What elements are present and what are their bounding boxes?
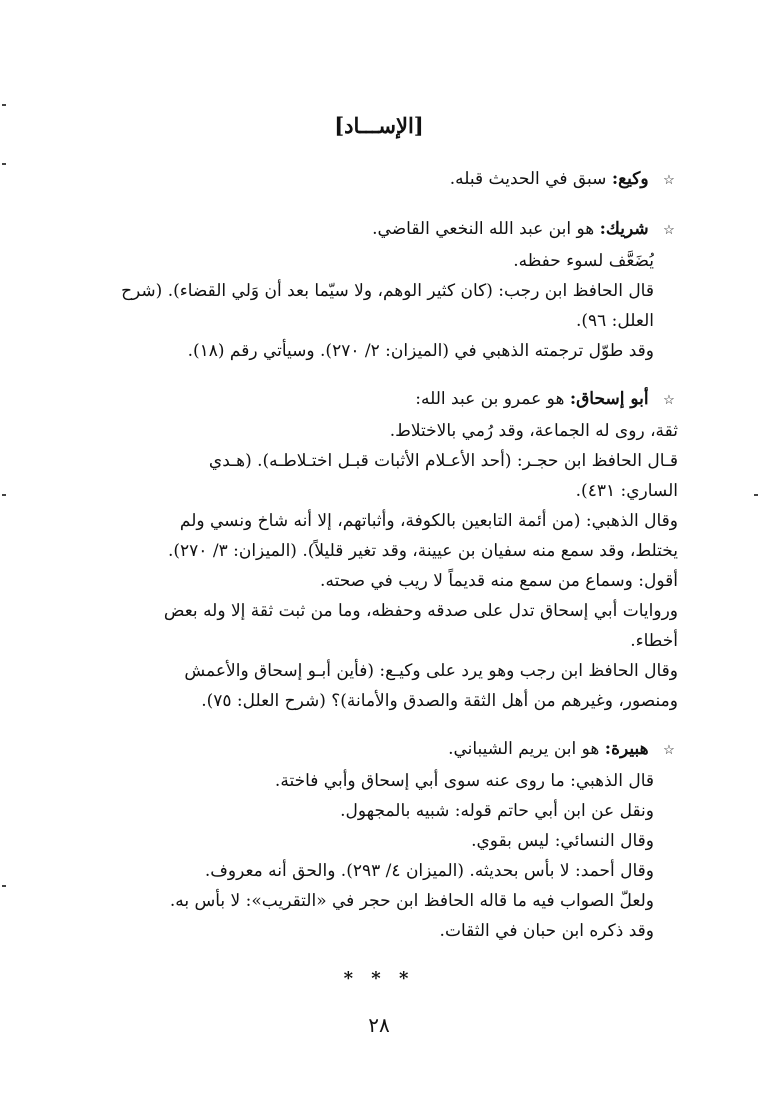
- narrator-name: هبيرة:: [604, 739, 649, 759]
- entry-head: [80, 164, 678, 196]
- body-line: وقال النسائي: ليس بقوي.: [471, 831, 654, 851]
- margin-mark-1: [2, 104, 6, 106]
- star-icon: ☆: [663, 223, 675, 238]
- narrator-name: شريك:: [599, 219, 649, 239]
- section-title: [الإســـاد]: [334, 113, 424, 138]
- narrator-name: أبو إسحاق:: [569, 389, 649, 409]
- narrator-name: وكيع:: [611, 169, 649, 189]
- star-icon: ☆: [663, 393, 675, 408]
- entry-head: [80, 384, 678, 416]
- body-line: يُضَعَّف لسوء حفظه.: [513, 251, 654, 271]
- margin-mark-4: [2, 885, 6, 887]
- body-line: العلل: ٩٦).: [575, 311, 654, 331]
- margin-mark-2: [2, 163, 6, 165]
- entry-body: [80, 246, 678, 366]
- body-line: وروايات أبي إسحاق تدل على صدقه وحفظه، وما من ثبت ثقة إلا وله بعض: [163, 601, 678, 621]
- body-line: قال الذهبي: ما روى عنه سوى أبي إسحاق وأبي فاختة.: [274, 771, 654, 791]
- body-line: أقول: وسماع من سمع منه قديماً لا ريب في صحته.: [320, 571, 678, 591]
- margin-mark-5: [754, 494, 758, 496]
- star-icon: ☆: [663, 173, 675, 188]
- body-line: ولعلّ الصواب فيه ما قاله الحافظ ابن حجر في «التقريب»: لا بأس به.: [169, 891, 654, 911]
- section-separator: * * *: [343, 968, 415, 989]
- body-line: أخطاء.: [630, 631, 678, 651]
- body-line: وقد طوّل ترجمته الذهبي في (الميزان: ٢/ ٢٧٠). وسيأتي رقم (١٨).: [187, 341, 654, 361]
- entry-head-text: هو ابن يريم الشيباني.: [448, 739, 600, 759]
- narrator-entry-abu-ishaq: [80, 384, 678, 716]
- body-line: ومنصور، وغيرهم من أهل الثقة والصدق والأمانة)؟ (شرح العلل: ٧٥).: [201, 691, 678, 711]
- document-page: [80, 110, 678, 1040]
- body-line: وقد ذكره ابن حبان في الثقات.: [439, 921, 654, 941]
- entry-head: [80, 734, 678, 766]
- narrator-entry-hubayra: [80, 734, 678, 946]
- body-line: وقال أحمد: لا بأس بحديثه. (الميزان ٤/ ٢٩٣). والحق أنه معروف.: [204, 861, 654, 881]
- body-line: الساري: ٤٣١).: [575, 481, 678, 501]
- body-line: قال الحافظ ابن رجب: (كان كثير الوهم، ولا سيّما بعد أن وَلي القضاء). (شرح: [121, 281, 654, 301]
- entry-head-text: هو ابن عبد الله النخعي القاضي.: [372, 219, 595, 239]
- body-line: ثقة، روى له الجماعة، وقد رُمي بالاختلاط.: [389, 421, 678, 441]
- margin-mark-3: [2, 494, 6, 496]
- body-line: ونقل عن ابن أبي حاتم قوله: شبيه بالمجهول.: [340, 801, 654, 821]
- entry-head: [80, 214, 678, 246]
- body-line: وقال الذهبي: (من أئمة التابعين بالكوفة، وأثباتهم، إلا أنه شاخ ونسي ولم: [179, 511, 678, 531]
- entry-head-text: سبق في الحديث قبله.: [449, 169, 607, 189]
- body-line: وقال الحافظ ابن رجب وهو يرد على وكيـع: (فأين أبـو إسحاق والأعمش: [184, 661, 678, 681]
- narrator-entry-waki: [80, 164, 678, 196]
- star-icon: ☆: [663, 743, 675, 758]
- body-line: يختلط، وقد سمع منه سفيان بن عيينة، وقد تغير قليلاً). (الميزان: ٣/ ٢٧٠).: [167, 541, 678, 561]
- entry-body: [80, 416, 678, 716]
- entry-body: [80, 766, 678, 946]
- page-number: ٢٨: [368, 1013, 390, 1037]
- entry-head-text: هو عمرو بن عبد الله:: [415, 389, 565, 409]
- body-line: قـال الحافظ ابن حجـر: (أحد الأعـلام الأثبات قبـل اختـلاطـه). (هـدي: [208, 451, 678, 471]
- narrator-entry-sharik: [80, 214, 678, 366]
